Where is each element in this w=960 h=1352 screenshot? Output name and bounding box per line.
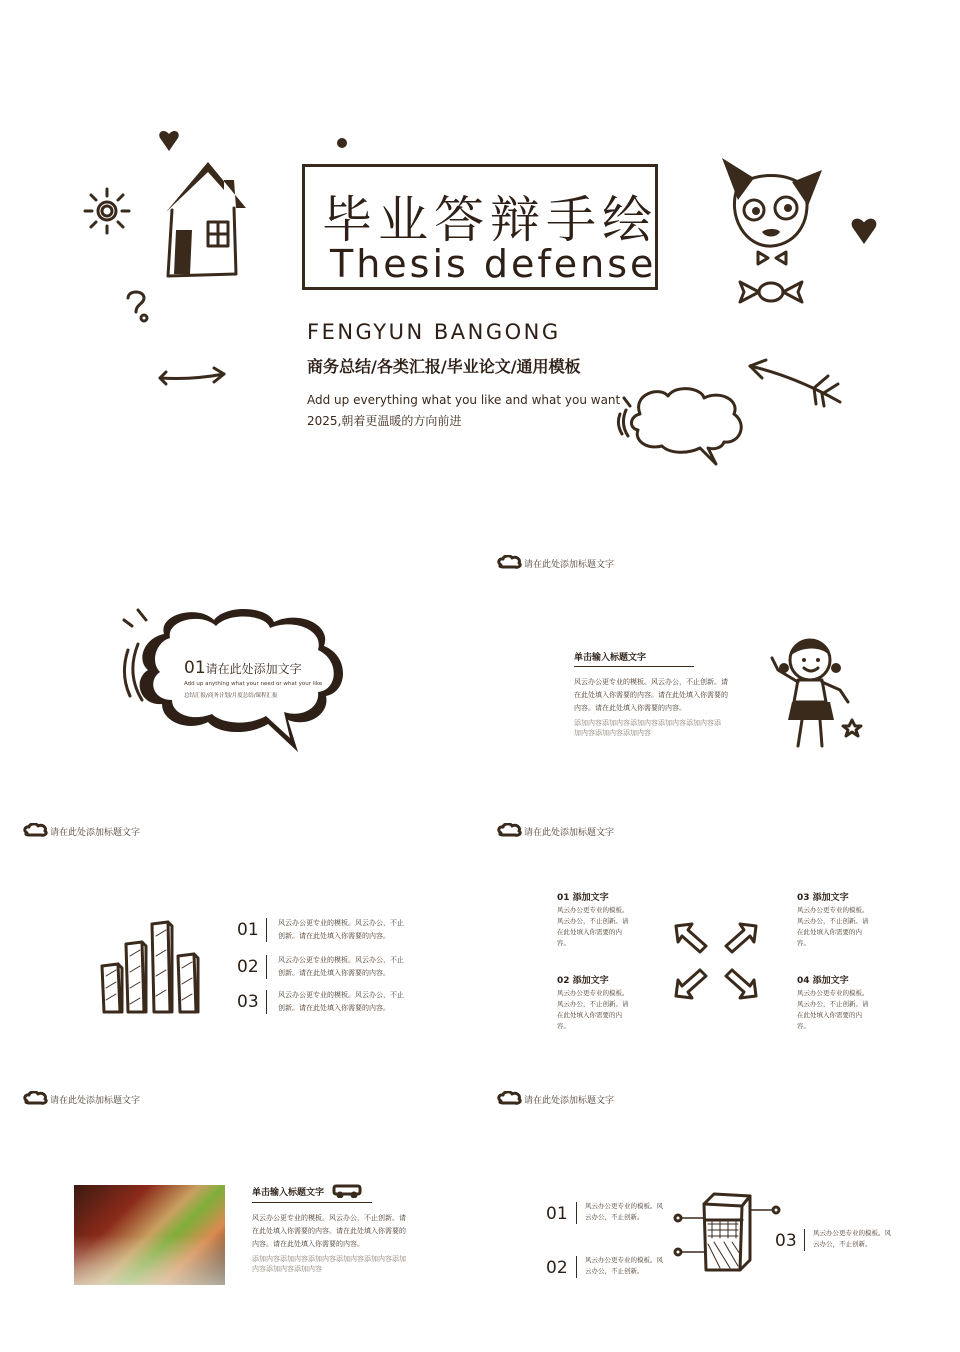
- cloud-icon: [23, 1091, 49, 1105]
- section-extra: 添加内容添加内容添加内容添加内容添加内容添加内容添加内容添加内容: [252, 1255, 406, 1273]
- thought-cloud: [118, 604, 354, 754]
- item-number: 03: [775, 1231, 797, 1251]
- cloud-number: 01: [184, 658, 206, 678]
- dot-icon: [336, 137, 348, 149]
- item-text: 风云办公更专业的模板。风云办公，不止创新。请在此处填入你需要的内容。: [797, 906, 869, 947]
- cover-subtitle-en: Add up everything what you like and what you want: [307, 393, 621, 407]
- cover-title-en: Thesis defense: [330, 242, 657, 286]
- slide-header: 请在此处添加标题文字: [524, 828, 615, 838]
- question-icon: [124, 288, 152, 324]
- divider: [576, 1202, 577, 1224]
- item-text: 风云办公更专业的模板。风云办公，不止创新。请在此处填入你需要的内容。: [797, 989, 869, 1030]
- box-illustration: [668, 1190, 786, 1274]
- divider: [266, 918, 267, 942]
- item-text: 风云办公更专业的模板。风云办公，不止创新。请在此处填入你需要的内容。: [278, 991, 404, 1012]
- item-text: 风云办公更专业的模板。风云办公，不止创新。: [585, 1256, 663, 1275]
- section-heading: 单击输入标题文字: [252, 1188, 325, 1198]
- cover-brand: FENGYUN BANGONG: [307, 320, 561, 344]
- cloud-heading: [184, 658, 302, 678]
- divider: [266, 955, 267, 979]
- cloud-icon: [497, 1091, 523, 1105]
- item-title: 02 添加文字: [557, 976, 609, 986]
- heart-icon: [158, 128, 180, 152]
- divider: [574, 666, 694, 667]
- divider: [804, 1229, 805, 1251]
- item-text: 风云办公更专业的模板。风云办公，不止创新。请在此处填入你需要的内容。: [278, 956, 404, 977]
- girl-illustration: [764, 620, 864, 750]
- arrow-right-icon: [156, 366, 228, 390]
- candy-icon: [736, 278, 806, 306]
- bus-icon: [332, 1184, 362, 1198]
- converging-arrows-icon: [670, 920, 762, 1002]
- item-number: 01: [237, 920, 259, 940]
- dog-icon: [716, 156, 828, 266]
- slide-header: 请在此处添加标题文字: [50, 1096, 141, 1106]
- item-text: 风云办公更专业的模板。风云办公，不止创新。请在此处填入你需要的内容。: [557, 906, 629, 947]
- section-heading: 单击输入标题文字: [574, 653, 647, 663]
- arrow-left-icon: [744, 356, 850, 408]
- divider: [266, 990, 267, 1014]
- cover-subtitle-cn: 2025,朝着更温暖的方向前进: [307, 414, 462, 428]
- cloud-icon: [23, 823, 49, 837]
- house-icon: [162, 160, 248, 280]
- item-title: 04 添加文字: [797, 976, 849, 986]
- cover-tagline: 商务总结/各类汇报/毕业论文/通用模板: [307, 357, 581, 376]
- item-text: 风云办公更专业的模板。风云办公，不止创新。: [813, 1229, 891, 1248]
- heart-icon: [850, 214, 878, 246]
- food-photo-highlight: [74, 1235, 225, 1285]
- cloud-line-cn: 总结汇报/商务计划/月度总结/课程汇报: [184, 693, 278, 699]
- item-title: 03 添加文字: [797, 893, 849, 903]
- bar-chart-illustration: [98, 916, 204, 1016]
- item-number: 01: [546, 1204, 568, 1224]
- section-body: 风云办公更专业的模板。风云办公，不止创新。请在此处填入你需要的内容。请在此处填入你需要的内容。请在此处填入你需要的内容。: [252, 1214, 406, 1248]
- section-extra: 添加内容添加内容添加内容添加内容添加内容添加内容添加内容添加内容: [574, 719, 721, 737]
- speech-cloud-icon: [616, 384, 752, 468]
- section-body: 风云办公更专业的模板。风云办公，不止创新。请在此处填入你需要的内容。请在此处填入你需要的内容。请在此处填入你需要的内容。: [574, 678, 728, 712]
- item-number: 02: [237, 957, 259, 977]
- item-text: 风云办公更专业的模板。风云办公，不止创新。: [585, 1202, 663, 1221]
- divider: [576, 1256, 577, 1278]
- cloud-title: 请在此处添加文字: [205, 662, 302, 676]
- divider: [252, 1202, 372, 1203]
- slide-header: 请在此处添加标题文字: [50, 828, 141, 838]
- cloud-icon: [497, 555, 523, 569]
- item-text: 风云办公更专业的模板。风云办公，不止创新。请在此处填入你需要的内容。: [557, 989, 629, 1030]
- slide-header: 请在此处添加标题文字: [524, 1096, 615, 1106]
- item-number: 03: [237, 992, 259, 1012]
- item-number: 02: [546, 1258, 568, 1278]
- item-text: 风云办公更专业的模板。风云办公，不止创新。请在此处填入你需要的内容。: [278, 919, 404, 940]
- item-title: 01 添加文字: [557, 893, 609, 903]
- cloud-icon: [497, 823, 523, 837]
- cloud-line-en: Add up anything what your need or what your like: [184, 681, 323, 687]
- cover-title-cn: 毕业答辩手绘: [322, 191, 658, 249]
- sun-icon: [80, 186, 134, 236]
- slide-header: 请在此处添加标题文字: [524, 560, 615, 570]
